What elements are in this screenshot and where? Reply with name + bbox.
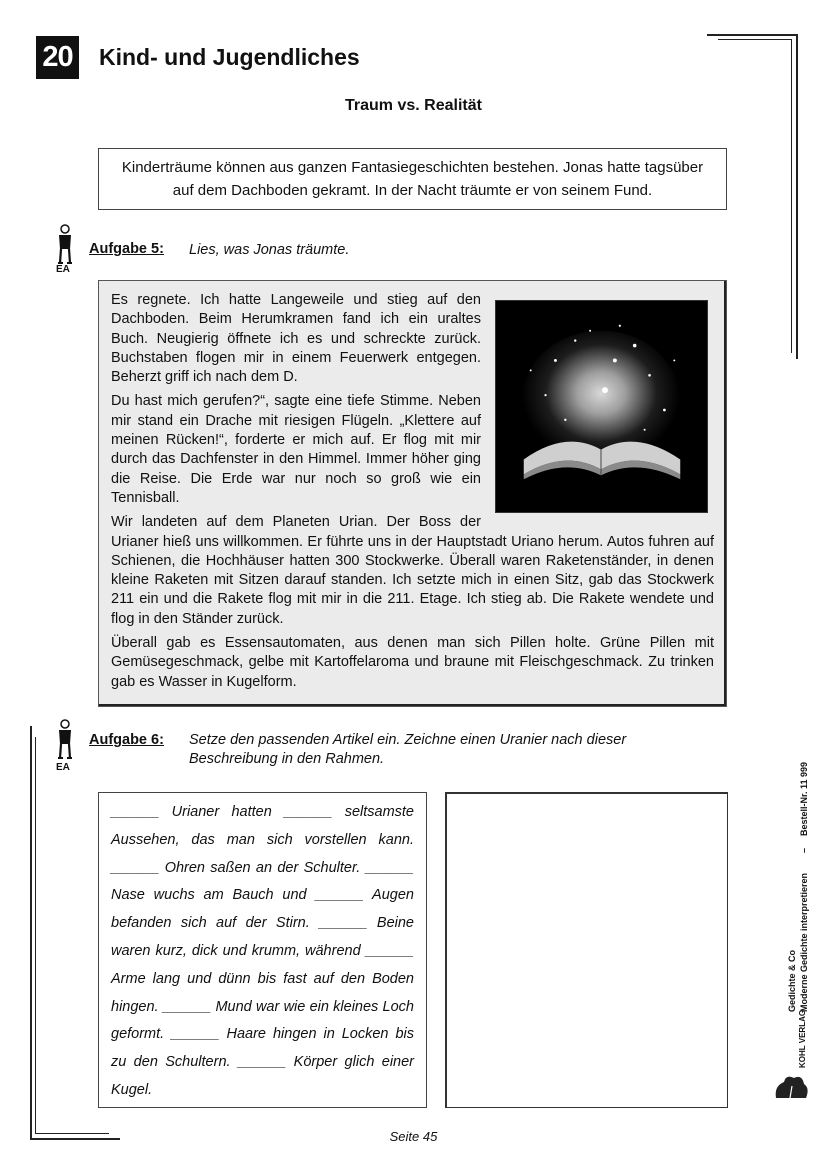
magic-book-image (495, 300, 708, 513)
sidebar-separator: – (799, 847, 809, 853)
sidebar-order-number: Bestell-Nr. 11 999 (799, 761, 809, 836)
work-form-label: EA (56, 762, 70, 773)
work-form-label: EA (56, 264, 70, 275)
frame-left-vertical-line (30, 726, 32, 1139)
page-footer: Seite 45 (389, 1129, 438, 1144)
drawing-frame[interactable] (445, 792, 728, 1108)
story-paragraph: Wir landeten auf dem Planeten Urian. Der Boss der Urianer hieß uns willkommen. Er führte uns in der Hauptstadt Uriano herum. Autos fuhren auf Schienen, die Hochhäuser hatten 300 Stockwerke. Überall waren Raketenständer, in denen kleine Raketen mit Sitzen darauf standen. Ich setzte mich in einen Sitz, gab das Stockwerk 211 ein und die Rakete flog mit mir in die 211. Etage. Ich stieg ab. Die Rakete wendete und flog in den Ständer zurück. (111, 514, 714, 627)
task-5-label: Aufgabe 5: (89, 241, 164, 257)
sidebar-book-subtitle: Moderne Gedichte interpretieren (799, 872, 809, 1012)
story-paragraph: Es regnete. Ich hatte Langeweile und stieg auf den Dachboden. Beim Herumkramen fand ich ein uraltes Buch. Neugierig öffnete ich es und schreckte zurück. Buchstaben flogen mir in einem Feuerwerk entgegen. Beherzt griff ich nach dem D. (111, 292, 481, 386)
cloze-text: ______ Urianer hatten ______ seltsamste Aussehen, das man sich vorstellen kann. ______ Ohren saßen an der Schulter. ______ Nase wuchs am Bauch und ______ Augen befanden sich auf der Stirn. ______ Beine waren kurz, dick und krumm, während ______ Arme lang und dünn bis fast auf den Boden hingen. ______ Mund war wie ein kleines Loch geformt. ______ Haare hingen in Locken bis zu den Schultern. ______ Körper glich einer Kugel. (111, 804, 414, 1098)
chapter-number-badge: 20 (36, 36, 79, 79)
publisher-logo-icon (772, 1072, 812, 1102)
frame-left-vertical-line-inner (35, 737, 36, 1134)
chapter-title: Kind- und Jugendliches (99, 44, 360, 70)
story-paragraph: Überall gab es Essensautomaten, aus denen man sich Pillen holte. Grüne Pillen mit Gemüsegeschmack, gelbe mit Kartoffelaroma und braune mit Fleischgeschmack. Zu trinken gab es Wasser in Kugelform. (111, 635, 714, 690)
sidebar-book-title: Gedichte & Co (787, 949, 797, 1012)
frame-right-vertical-line-inner (791, 39, 792, 353)
intro-box (98, 148, 727, 210)
cloze-text-box[interactable] (98, 792, 427, 1108)
frame-right-vertical-line (796, 34, 798, 359)
single-work-person-icon (55, 718, 75, 764)
intro-text: Kinderträume können aus ganzen Fantasiegeschichten bestehen. Jonas hatte tagsüber auf dem Dachboden gekramt. In der Nacht träumte er von seinem Fund. (121, 159, 704, 199)
task-6-instruction: Setze den passenden Artikel ein. Zeichne einen Uranier nach dieser Beschreibung in den Rahmen. (189, 732, 627, 767)
frame-top-right-line-inner (718, 39, 792, 40)
frame-top-right-line (707, 34, 797, 36)
task-6-label: Aufgabe 6: (89, 732, 164, 748)
story-paragraph: Du hast mich gerufen?“, sagte eine tiefe Stimme. Neben mir stand ein Drache mit riesigen Flügeln. „Klettere auf meinen Rücken!“, forderte er mich auf. Er flog mit mir durch das Dachfenster in den Himmel. Immer höher ging die Reise. Die Erde war nur noch so groß wie ein Tennisball. (111, 393, 481, 506)
publisher-name: KOHL VERLAG (798, 1009, 807, 1068)
page-subtitle: Traum vs. Realität (345, 97, 482, 114)
single-work-person-icon (55, 223, 75, 269)
task-5-instruction: Lies, was Jonas träumte. (189, 242, 350, 258)
story-box (98, 280, 727, 707)
